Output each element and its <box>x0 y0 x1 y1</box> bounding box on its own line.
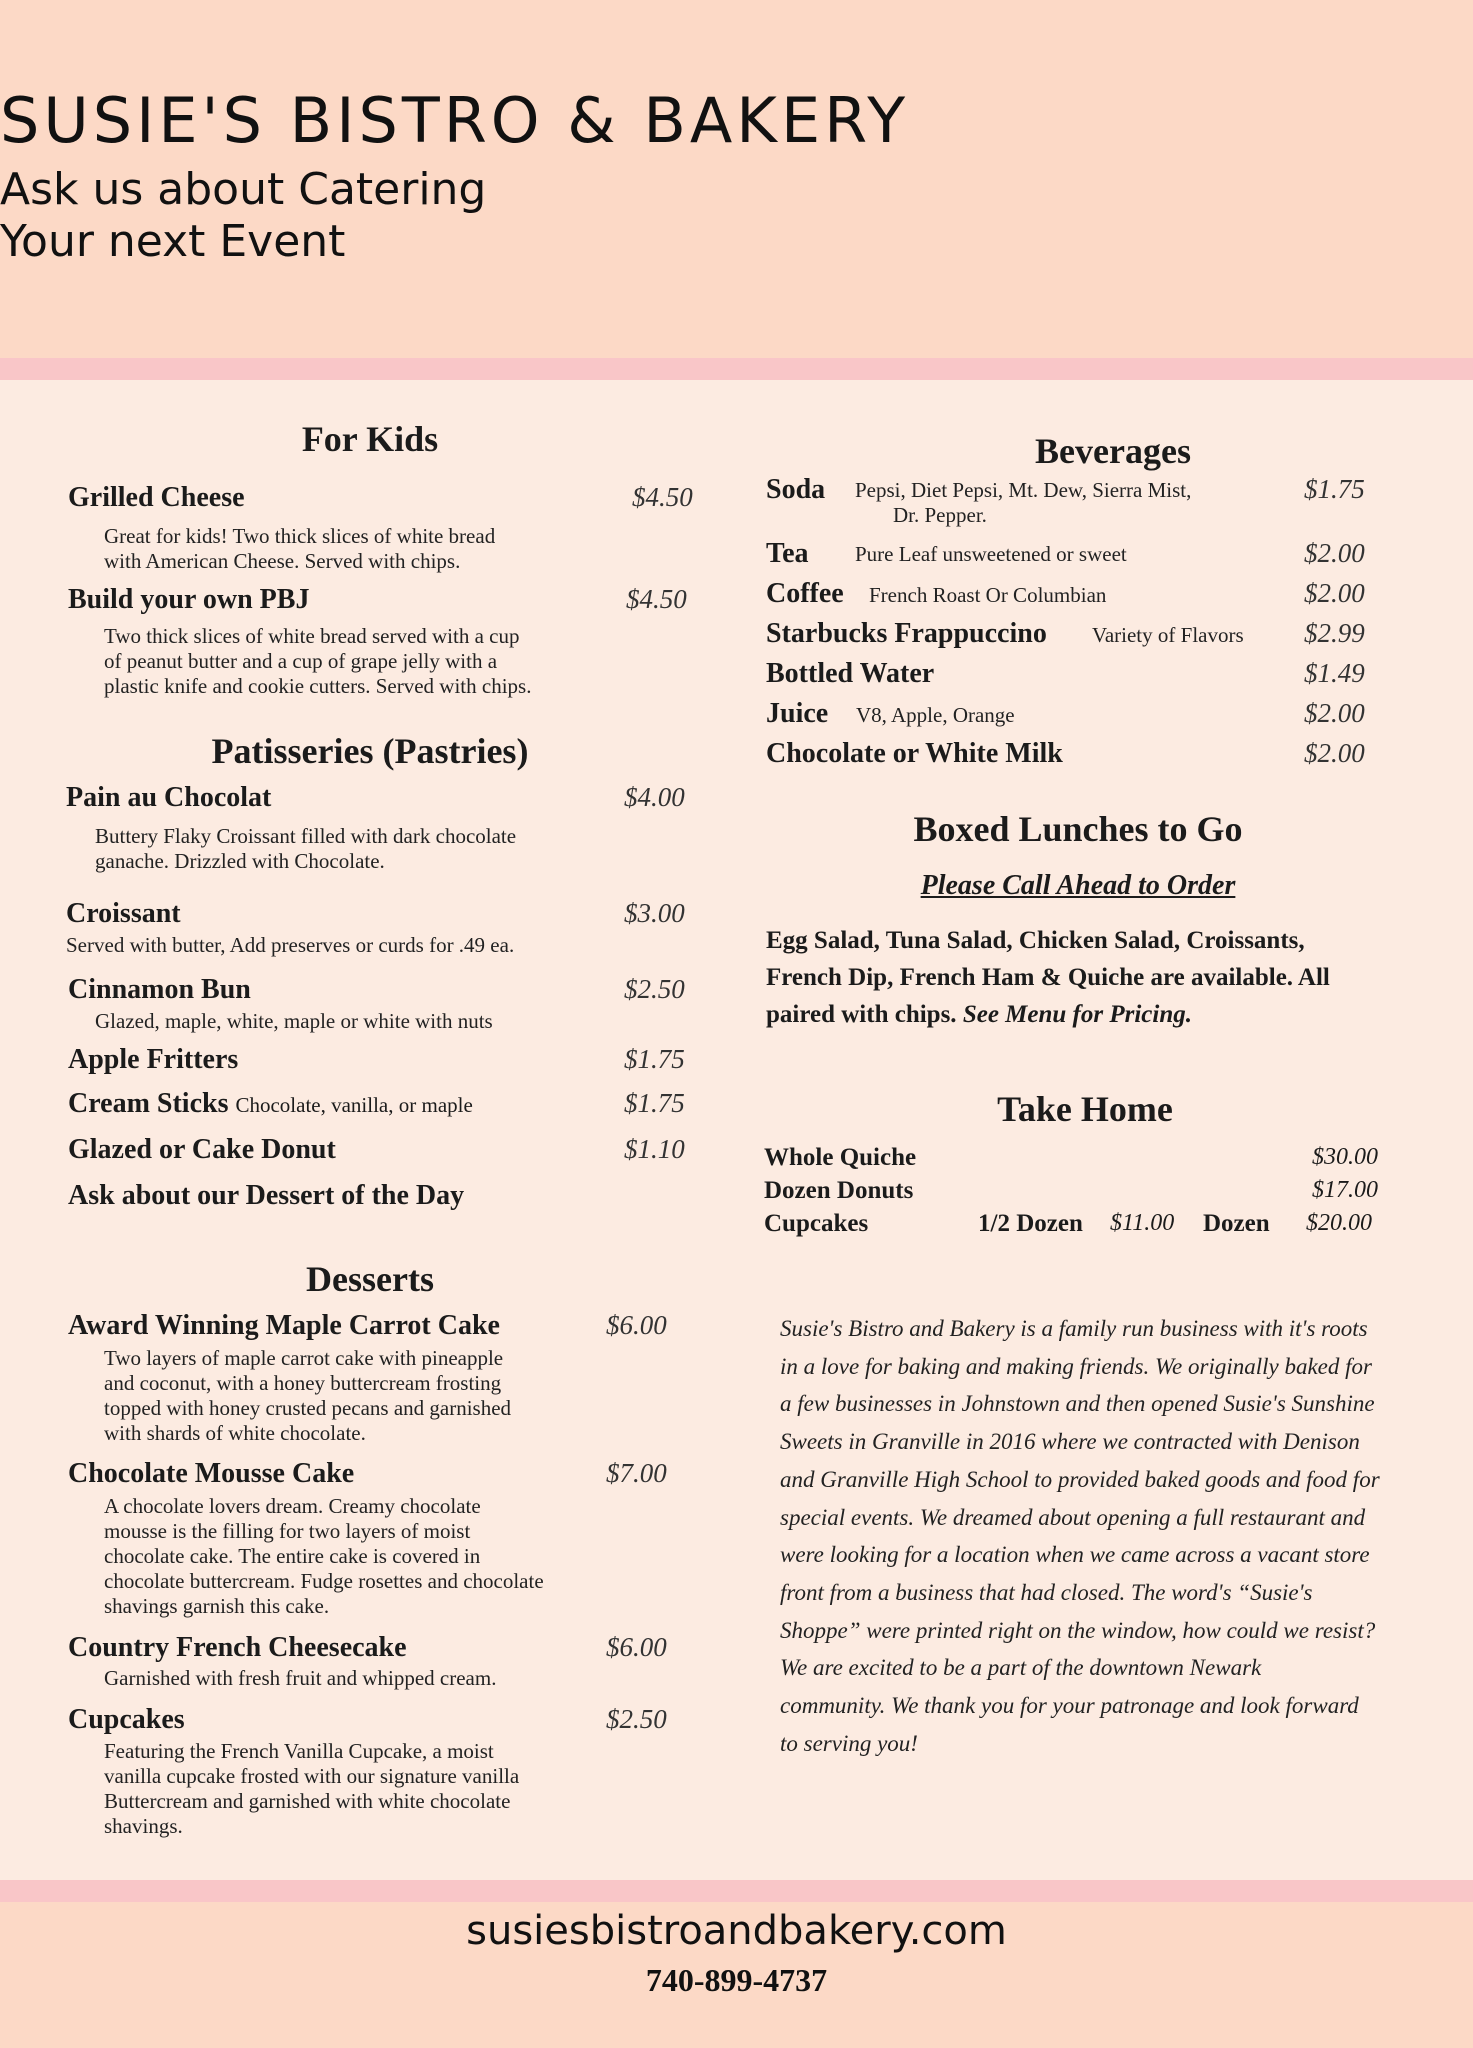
pastry-item-desc: Glazed, maple, white, maple or white with nuts <box>95 1009 493 1033</box>
beverage-item-name: Coffee <box>766 578 844 609</box>
pastry-item-price: $1.10 <box>624 1134 685 1164</box>
pastry-item-name: Cream Sticks Chocolate, vanilla, or maple <box>68 1088 473 1119</box>
dessert-item-price: $2.50 <box>606 1704 667 1734</box>
dessert-item-desc: Featuring the French Vanilla Cupcake, a moist vanilla cupcake frosted with our signature vanilla Buttercream and garnished with white chocolate shavings. <box>104 1739 520 1838</box>
beverage-item-price: $1.49 <box>1304 658 1365 688</box>
header-divider <box>0 358 1473 380</box>
beverage-item-name: Chocolate or White Milk <box>766 738 1063 769</box>
pastries-title: Patisseries (Pastries) <box>211 731 529 771</box>
beverage-item-price: $2.00 <box>1304 698 1365 728</box>
dessert-item-name: Country French Cheesecake <box>68 1632 407 1663</box>
dessert-item-desc: Garnished with fresh fruit and whipped cream. <box>104 1666 497 1690</box>
pastry-item-name: Cinnamon Bun <box>68 974 251 1005</box>
dessert-item-name: Chocolate Mousse Cake <box>68 1458 355 1489</box>
dessert-item-price: $6.00 <box>606 1310 667 1340</box>
website-link[interactable]: susiesbistroandbakery.com <box>466 1908 1007 1954</box>
half-dozen-label: 1/2 Dozen <box>978 1210 1083 1237</box>
pastry-item-price: $2.50 <box>624 974 685 1004</box>
beverage-item-desc: Pepsi, Diet Pepsi, Mt. Dew, Sierra Mist, Dr. Pepper. <box>855 478 1192 527</box>
beverage-item-price: $2.99 <box>1304 618 1365 648</box>
about-paragraph: Susie's Bistro and Bakery is a family run business with it's roots in a love for baking and making friends. We originally baked for a few businesses in Johnstown and then opened Susie's Sunshine Sweets in Granville in 2016 where we contracted with Denison and Granville High School to provided baked goods and food for special events. We dreamed about opening a full restaurant and were looking for a location when we came across a vacant store front from a business that had closed. The word's “Susie's Shoppe” were printed right on the window, how could we resist? We are excited to be a part of the downtown Newark community. We thank you for your patronage and look forward to serving you! <box>780 1316 1380 1756</box>
restaurant-title: SUSIE'S BISTRO & BAKERY <box>0 84 910 157</box>
beverage-item-name: Juice <box>766 698 829 729</box>
take-home-item-name: Cupcakes <box>764 1210 869 1237</box>
beverage-item-desc: French Roast Or Columbian <box>869 583 1107 607</box>
pastry-item-desc: Buttery Flaky Croissant filled with dark chocolate ganache. Drizzled with Chocolate. <box>95 824 517 873</box>
phone-number[interactable]: 740-899-4737 <box>645 1962 828 1998</box>
beverage-item-name: Bottled Water <box>766 658 935 689</box>
pastry-item-name: Glazed or Cake Donut <box>68 1134 336 1165</box>
beverage-item-price: $2.00 <box>1304 738 1365 768</box>
kids-item-name: Build your own PBJ <box>68 584 310 615</box>
pastry-item-desc: Served with butter, Add preserves or curds for .49 ea. <box>66 933 515 957</box>
kids-item-price: $4.50 <box>626 584 687 614</box>
take-home-item-name: Dozen Donuts <box>764 1177 914 1204</box>
kids-title: For Kids <box>301 419 439 459</box>
event-tagline: Your next Event <box>0 216 346 267</box>
desserts-title: Desserts <box>306 1259 434 1299</box>
beverages-title: Beverages <box>1035 431 1191 471</box>
pastry-item-name: Pain au Chocolat <box>66 782 272 813</box>
catering-tagline: Ask us about Catering <box>0 164 487 215</box>
dessert-item-name: Cupcakes <box>68 1704 185 1735</box>
pastry-item-price: $3.00 <box>624 898 685 928</box>
dessert-item-desc: A chocolate lovers dream. Creamy chocolate mousse is the filling for two layers of moist chocolate cake. The entire cake is covered in chocolate buttercream. Fudge rosettes and chocolate shavings garnish this cake. <box>104 1494 544 1618</box>
footer-divider <box>0 1880 1473 1902</box>
dozen-price: $20.00 <box>1306 1210 1372 1236</box>
dessert-item-price: $6.00 <box>606 1632 667 1662</box>
half-dozen-price: $11.00 <box>1110 1210 1175 1236</box>
beverage-item-name: Soda <box>766 474 826 505</box>
beverage-item-desc: V8, Apple, Orange <box>856 703 1015 727</box>
beverage-item-name: Starbucks Frappuccino <box>766 618 1047 649</box>
kids-item-name: Grilled Cheese <box>68 482 245 513</box>
beverage-item-name: Tea <box>766 538 809 569</box>
pastry-item-price: $1.75 <box>624 1044 685 1074</box>
pastry-item-price: $4.00 <box>624 782 685 812</box>
beverage-item-desc: Variety of Flavors <box>1092 623 1244 647</box>
boxed-lunches-body: Egg Salad, Tuna Salad, Chicken Salad, Croissants, French Dip, French Ham & Quiche are available. All paired with chips. See Menu for Pricing. <box>766 927 1330 1028</box>
call-ahead-notice: Please Call Ahead to Order <box>920 870 1236 901</box>
dessert-item-name: Award Winning Maple Carrot Cake <box>68 1310 500 1341</box>
take-home-item-price: $30.00 <box>1312 1144 1378 1170</box>
beverage-item-price: $2.00 <box>1304 538 1365 568</box>
pastry-item-price: $1.75 <box>624 1088 685 1118</box>
dessert-of-the-day: Ask about our Dessert of the Day <box>68 1180 465 1211</box>
take-home-item-name: Whole Quiche <box>764 1144 917 1171</box>
take-home-title: Take Home <box>997 1089 1173 1129</box>
kids-item-desc: Two thick slices of white bread served with a cup of peanut butter and a cup of grape jelly with a plastic knife and cookie cutters. Served with chips. <box>104 624 532 698</box>
boxed-lunches-title: Boxed Lunches to Go <box>913 809 1243 849</box>
beverage-item-price: $1.75 <box>1304 474 1365 504</box>
dessert-item-desc: Two layers of maple carrot cake with pineapple and coconut, with a honey buttercream frosting topped with honey crusted pecans and garnished with shards of white chocolate. <box>104 1346 512 1445</box>
beverage-item-desc: Pure Leaf unsweetened or sweet <box>855 542 1127 566</box>
take-home-item-price: $17.00 <box>1312 1177 1378 1203</box>
see-menu-note: See Menu for Pricing. <box>962 1001 1192 1028</box>
pastry-item-name: Apple Fritters <box>68 1044 239 1075</box>
pastry-inline-desc: Chocolate, vanilla, or maple <box>235 1093 473 1117</box>
dozen-label: Dozen <box>1203 1210 1270 1237</box>
kids-item-desc: Great for kids! Two thick slices of white bread with American Cheese. Served with chips. <box>104 524 496 573</box>
beverage-item-price: $2.00 <box>1304 578 1365 608</box>
kids-item-price: $4.50 <box>632 482 693 512</box>
pastry-item-name: Croissant <box>66 898 181 929</box>
dessert-item-price: $7.00 <box>606 1458 667 1488</box>
